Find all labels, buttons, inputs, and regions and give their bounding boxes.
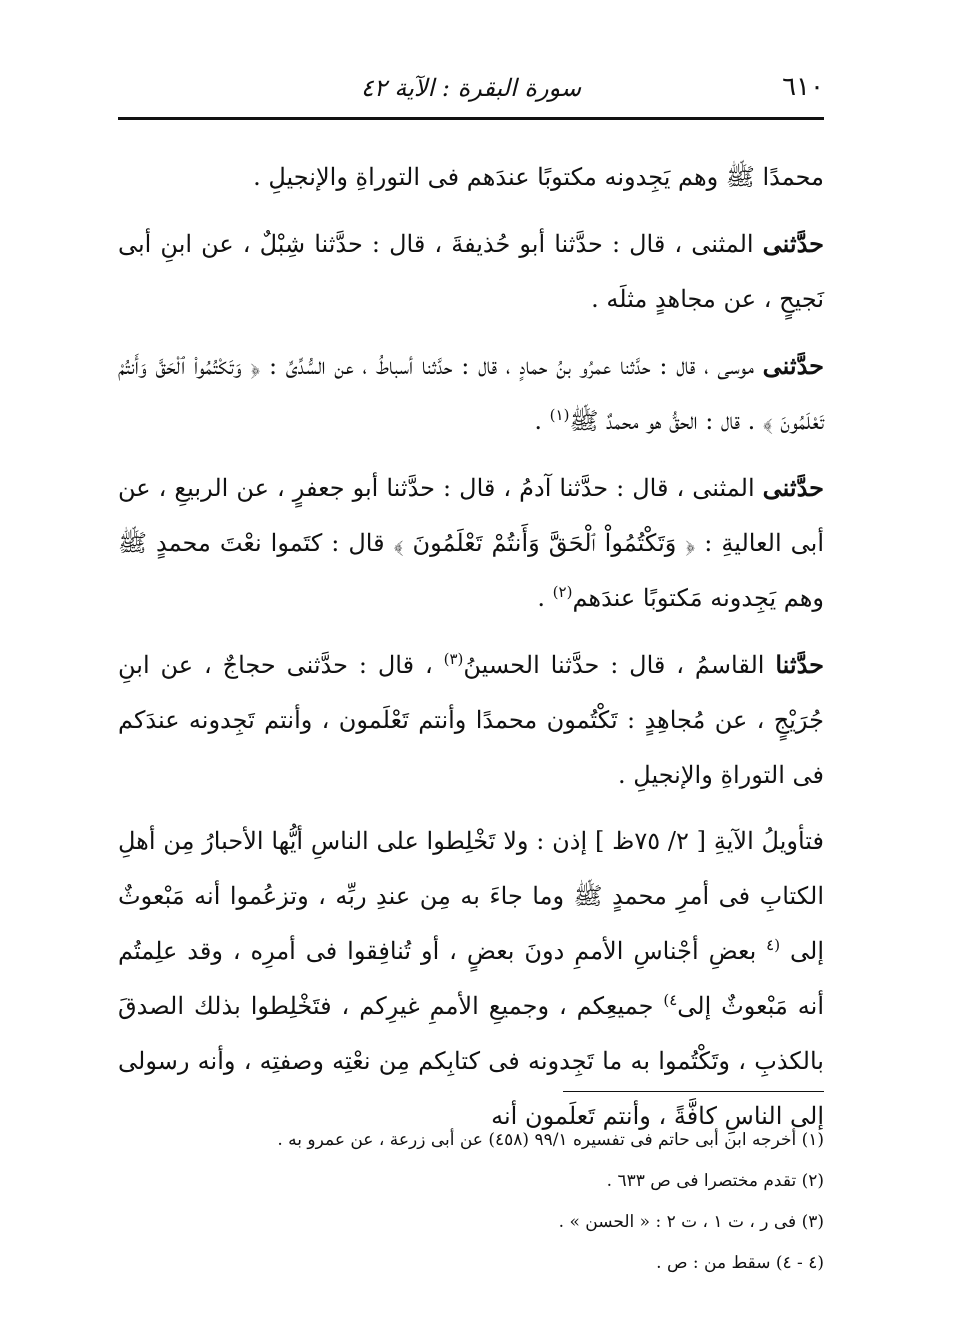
- paragraph: [118, 814, 824, 1144]
- paragraph-lead: حدَّثنى: [762, 473, 824, 502]
- footnote-ref[interactable]: ٤): [663, 991, 678, 1009]
- paragraph-text: القاسمُ ، قال : حدَّثنا الحسينُ: [463, 651, 776, 679]
- paragraph: [118, 338, 824, 449]
- footnote: (٣) فى ر ، ت ١ ، ت ٢ : « الحسن » .: [558, 1212, 824, 1232]
- footnote-ref[interactable]: (٤: [766, 936, 781, 954]
- paragraph-text: فتأويلُ الآيةِ [ ٢/ ٧٥ظ ] إذن : ولا تَخْلِطوا على الناسِ أيُّها الأحبارُ مِن أهلِ الكتابِ فى أمرِ محمدٍ ﷺ وما جاءَ به مِن عندِ ربِّه ، وتزعُموا أنه مَبْعوثٌ إلى: [118, 827, 824, 965]
- paragraph-tail: .: [537, 584, 553, 612]
- paragraph-text: محمدًا ﷺ وهم يَجِدونه مكتوبًا عندَهم فى التوراةِ والإنجيلِ .: [253, 163, 824, 191]
- paragraph-tail: .: [534, 407, 550, 435]
- paragraph-text: المثنى ، قال : حدَّثنا أبو حُذيفةَ ، قال : حدَّثنا شِبْلٌ ، عن ابنِ أبى نَجيحٍ ، عن مجاهدٍ مثلَه .: [118, 230, 824, 313]
- footnote-ref[interactable]: (٣): [443, 650, 464, 668]
- footnote-ref[interactable]: (١): [549, 406, 570, 424]
- page-number: ٦١٠: [782, 72, 824, 102]
- footnote: (٢) تقدم مختصرا فى ص ٦٣٣ .: [606, 1171, 824, 1191]
- footnote: (١) أخرجه ابن أبى حاتم فى تفسيره ٩٩/١ (٤٥٨) عن أبى زرعة ، عن عمرو به .: [277, 1130, 824, 1150]
- paragraph-tail: بعضِ أجْناسِ الأممِ دونَ بعضٍ ، أو تُنافِقوا فى أمرِه ، وقد علِمتُم أنه مَبْعوثٌ إلى: [118, 937, 825, 1020]
- main-text: [118, 150, 824, 1155]
- paragraph-lead: حدَّثنا: [775, 650, 824, 679]
- paragraph: [118, 150, 824, 205]
- footnote: (٤ - ٤) سقط من : ص .: [656, 1253, 824, 1273]
- paragraph-text: المثنى ، قال : حدَّثنا آدمُ ، قال : حدَّثنا أبو جعفرٍ ، عن الربيعِ ، عن أبى العاليةِ : ﴿ وَتَكْتُمُواْ ٱلْحَقَّ وَأَنتُمْ تَعْلَمُونَ ﴾ قال : كتَموا نعْتَ محمدٍ ﷺ وهم يَجِدونه مَكتوبًا عندَهم: [118, 474, 824, 612]
- paragraph-lead: حدَّثنى: [762, 351, 824, 380]
- paragraph-text: موسى ، قال : حدَّثنا عمرُو بنُ حمادٍ ، قال : حدَّثنا أسباطُ ، عن السُّدِّىِّ : ﴿ وَتَكْتُمُواْ ٱلْحَقَّ وَأَنتُمْ تَعْلَمُونَ ﴾ . قال : الحقُّ هو محمدٌ ﷺ: [118, 352, 824, 435]
- paragraph: [118, 637, 824, 803]
- paragraph: [118, 460, 824, 626]
- footnotes: [118, 1120, 824, 1284]
- page-header: [118, 72, 824, 116]
- footnote-separator: [563, 1091, 824, 1092]
- paragraph-lead: حدَّثنى: [762, 229, 824, 258]
- paragraph: [118, 216, 824, 327]
- header-rule: [118, 117, 824, 120]
- running-title: سورة البقرة : الآية ٤٢: [360, 74, 582, 102]
- paragraph-tail: جميعِكم ، وجميعِ الأممِ غيرِكم ، فتَخْلِطوا بذلك الصدقَ بالكذبِ ، وتَكْتُموا به ما تَجِدونه فى كتابِكم مِن نعْتِه وصفتِه ، وأنه رسولى إلى الناسِ كافَّةً ، وأنتم تَعلَمون أنه: [118, 992, 824, 1130]
- paragraph-tail: ، قال : حدَّثنى حجاجٌ ، عن ابنِ جُرَيْجٍ ، عن مُجاهِدٍ : تَكْتُمون محمدًا وأنتم تَعْلَمون ، وأنتم تَجِدونه عندَكم فى التوراةِ والإنجيلِ .: [118, 651, 824, 789]
- footnote-ref[interactable]: (٢): [552, 583, 573, 601]
